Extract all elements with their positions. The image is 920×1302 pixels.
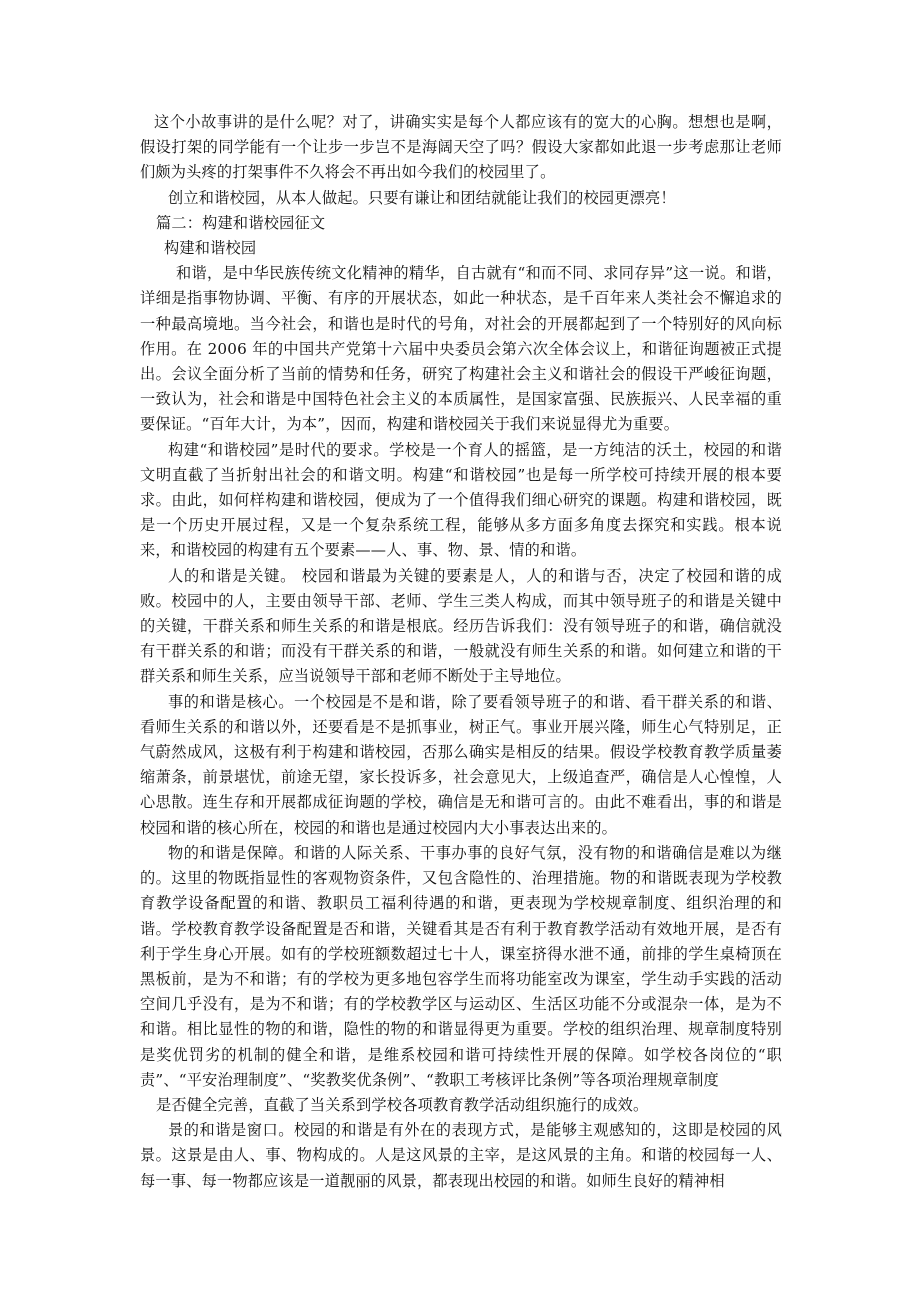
paragraph-story-summary: 这个小故事讲的是什么呢？对了，讲确实实是每个人都应该有的宽大的心胸。想想也是啊，假设打架的同学能有一个让步一步岂不是海阔天空了吗？假设大家都如此退一步考虑那让老师们颇为头疼的打架事件不久将会不再出如今我们的校园里了。 — [140, 113, 782, 182]
document-page — [140, 110, 782, 1194]
paragraph-create-harmony: 创立和谐校园，从本人做起。只要有谦让和团结就能让我们的校园更漂亮！ — [168, 188, 676, 207]
essay-title: 构建和谐校园 — [164, 239, 257, 258]
paragraph-era-requirement: 构建“和谐校园”是时代的要求。学校是一个育人的摇篮，是一方纯洁的沃土，校园的和谐文明直截了当折射出社会的和谐文明。构建“和谐校园”也是每一所学校可持续开展的根本要求。由此，如何样构建和谐校园，便成为了一个值得我们细心研究的课题。构建和谐校园，既是一个历史开展过程，又是一个复杂系统工程，能够从多方面多角度去探究和实践。根本说来，和谐校园的构建有五个要素——人、事、物、景、情的和谐。 — [140, 440, 782, 560]
paragraph-material-harmony: 物的和谐是保障。和谐的人际关系、干事办事的良好气氛，没有物的和谐确信是难以为继的。这里的物既指显性的客观物资条件，又包含隐性的、治理措施。物的和谐既表现为学校教育教学设备配置的和谐、教职员工福利待遇的和谐，更表现为学校规章制度、组织治理的和谐。学校教育教学设备配置是否和谐，关键看其是否有利于教育教学活动有效地开展，是否有利于学生身心开展。如有的学校班额数超过七十人，课室挤得水泄不通，前排的学生桌椅顶在黑板前，是为不和谐；有的学校为更多地包容学生而将功能室改为课室，学生动手实践的活动空间几乎没有，是为不和谐；有的学校教学区与运动区、生活区功能不分或混杂一体，是为不和谐。相比显性的物的和谐，隐性的物的和谐显得更为重要。学校的组织治理、规章制度特别是奖优罚劣的机制的健全和谐，是维系校园和谐可持续性开展的保障。如学校各岗位的“职责”、“平安治理制度”、“奖教奖优条例”、“教职工考核评比条例”等各项治理规章制度 — [140, 843, 782, 1089]
paragraph-people-harmony: 人的和谐是关键。 校园和谐最为关键的要素是人，人的和谐与否，决定了校园和谐的成败。校园中的人，主要由领导干部、老师、学生三类人构成，而其中领导班子的和谐是关键中的关键，干群关系和师生关系的和谐是根底。经历告诉我们：没有领导班子的和谐，确信就没有干群关系的和谐；而没有干群关系的和谐，一般就没有师生关系的和谐。如何建立和谐的干群关系和师生关系，应当说领导干部和老师不断处于主导地位。 — [140, 566, 782, 686]
paragraph-scenery-harmony: 景的和谐是窗口。校园的和谐是有外在的表现方式，是能够主观感知的，这即是校园的风景。这景是由人、事、物构成的。人是这风景的主宰，是这风景的主角。和谐的校园每一人、每一事、每一物都应该是一道靓丽的风景，都表现出校园的和谐。如师生良好的精神相 — [140, 1121, 782, 1190]
paragraph-harmony-intro: 和谐，是中华民族传统文化精神的精华，自古就有“和而不同、求同存异”这一说。和谐，详细是指事物协调、平衡、有序的开展状态，如此一种状态，是千百年来人类社会不懈追求的一种最高境地。当今社会，和谐也是时代的号角，对社会的开展都起到了一个特别好的风向标作用。在 2006 年的中国共产党第十六届中央委员会第六次全体会议上，和谐征询题被正式提出。会议全面分析了当前的情势和任务，研究了构建社会主义和谐社会的假设干严峻征询题，一致认为，社会和谐是中国特色社会主义的本质属性，是国家富强、民族振兴、人民幸福的重要保证。“百年大计，为本”，因而，构建和谐校园关于我们来说显得尤为重要。 — [140, 264, 782, 434]
paragraph-rules-continuation: 是否健全完善，直截了当关系到学校各项教育教学活动组织施行的成效。 — [156, 1095, 649, 1114]
paragraph-affairs-harmony: 事的和谐是核心。一个校园是不是和谐，除了要看领导班子的和谐、看干群关系的和谐、看师生关系的和谐以外，还要看是不是抓事业，树正气。事业开展兴隆，师生心气特别足，正气蔚然成风，这极有利于构建和谐校园，否那么确实是相反的结果。假设学校教育教学质量萎缩萧条，前景堪忧，前途无望，家长投诉多，社会意见大，上级追查严，确信是人心惶惶，人心思散。连生存和开展都成征询题的学校，确信是无和谐可言的。由此不难看出，事的和谐是校园和谐的核心所在，校园的和谐也是通过校园内大小事表达出来的。 — [140, 692, 782, 837]
section-heading: 篇二：构建和谐校园征文 — [156, 213, 326, 232]
